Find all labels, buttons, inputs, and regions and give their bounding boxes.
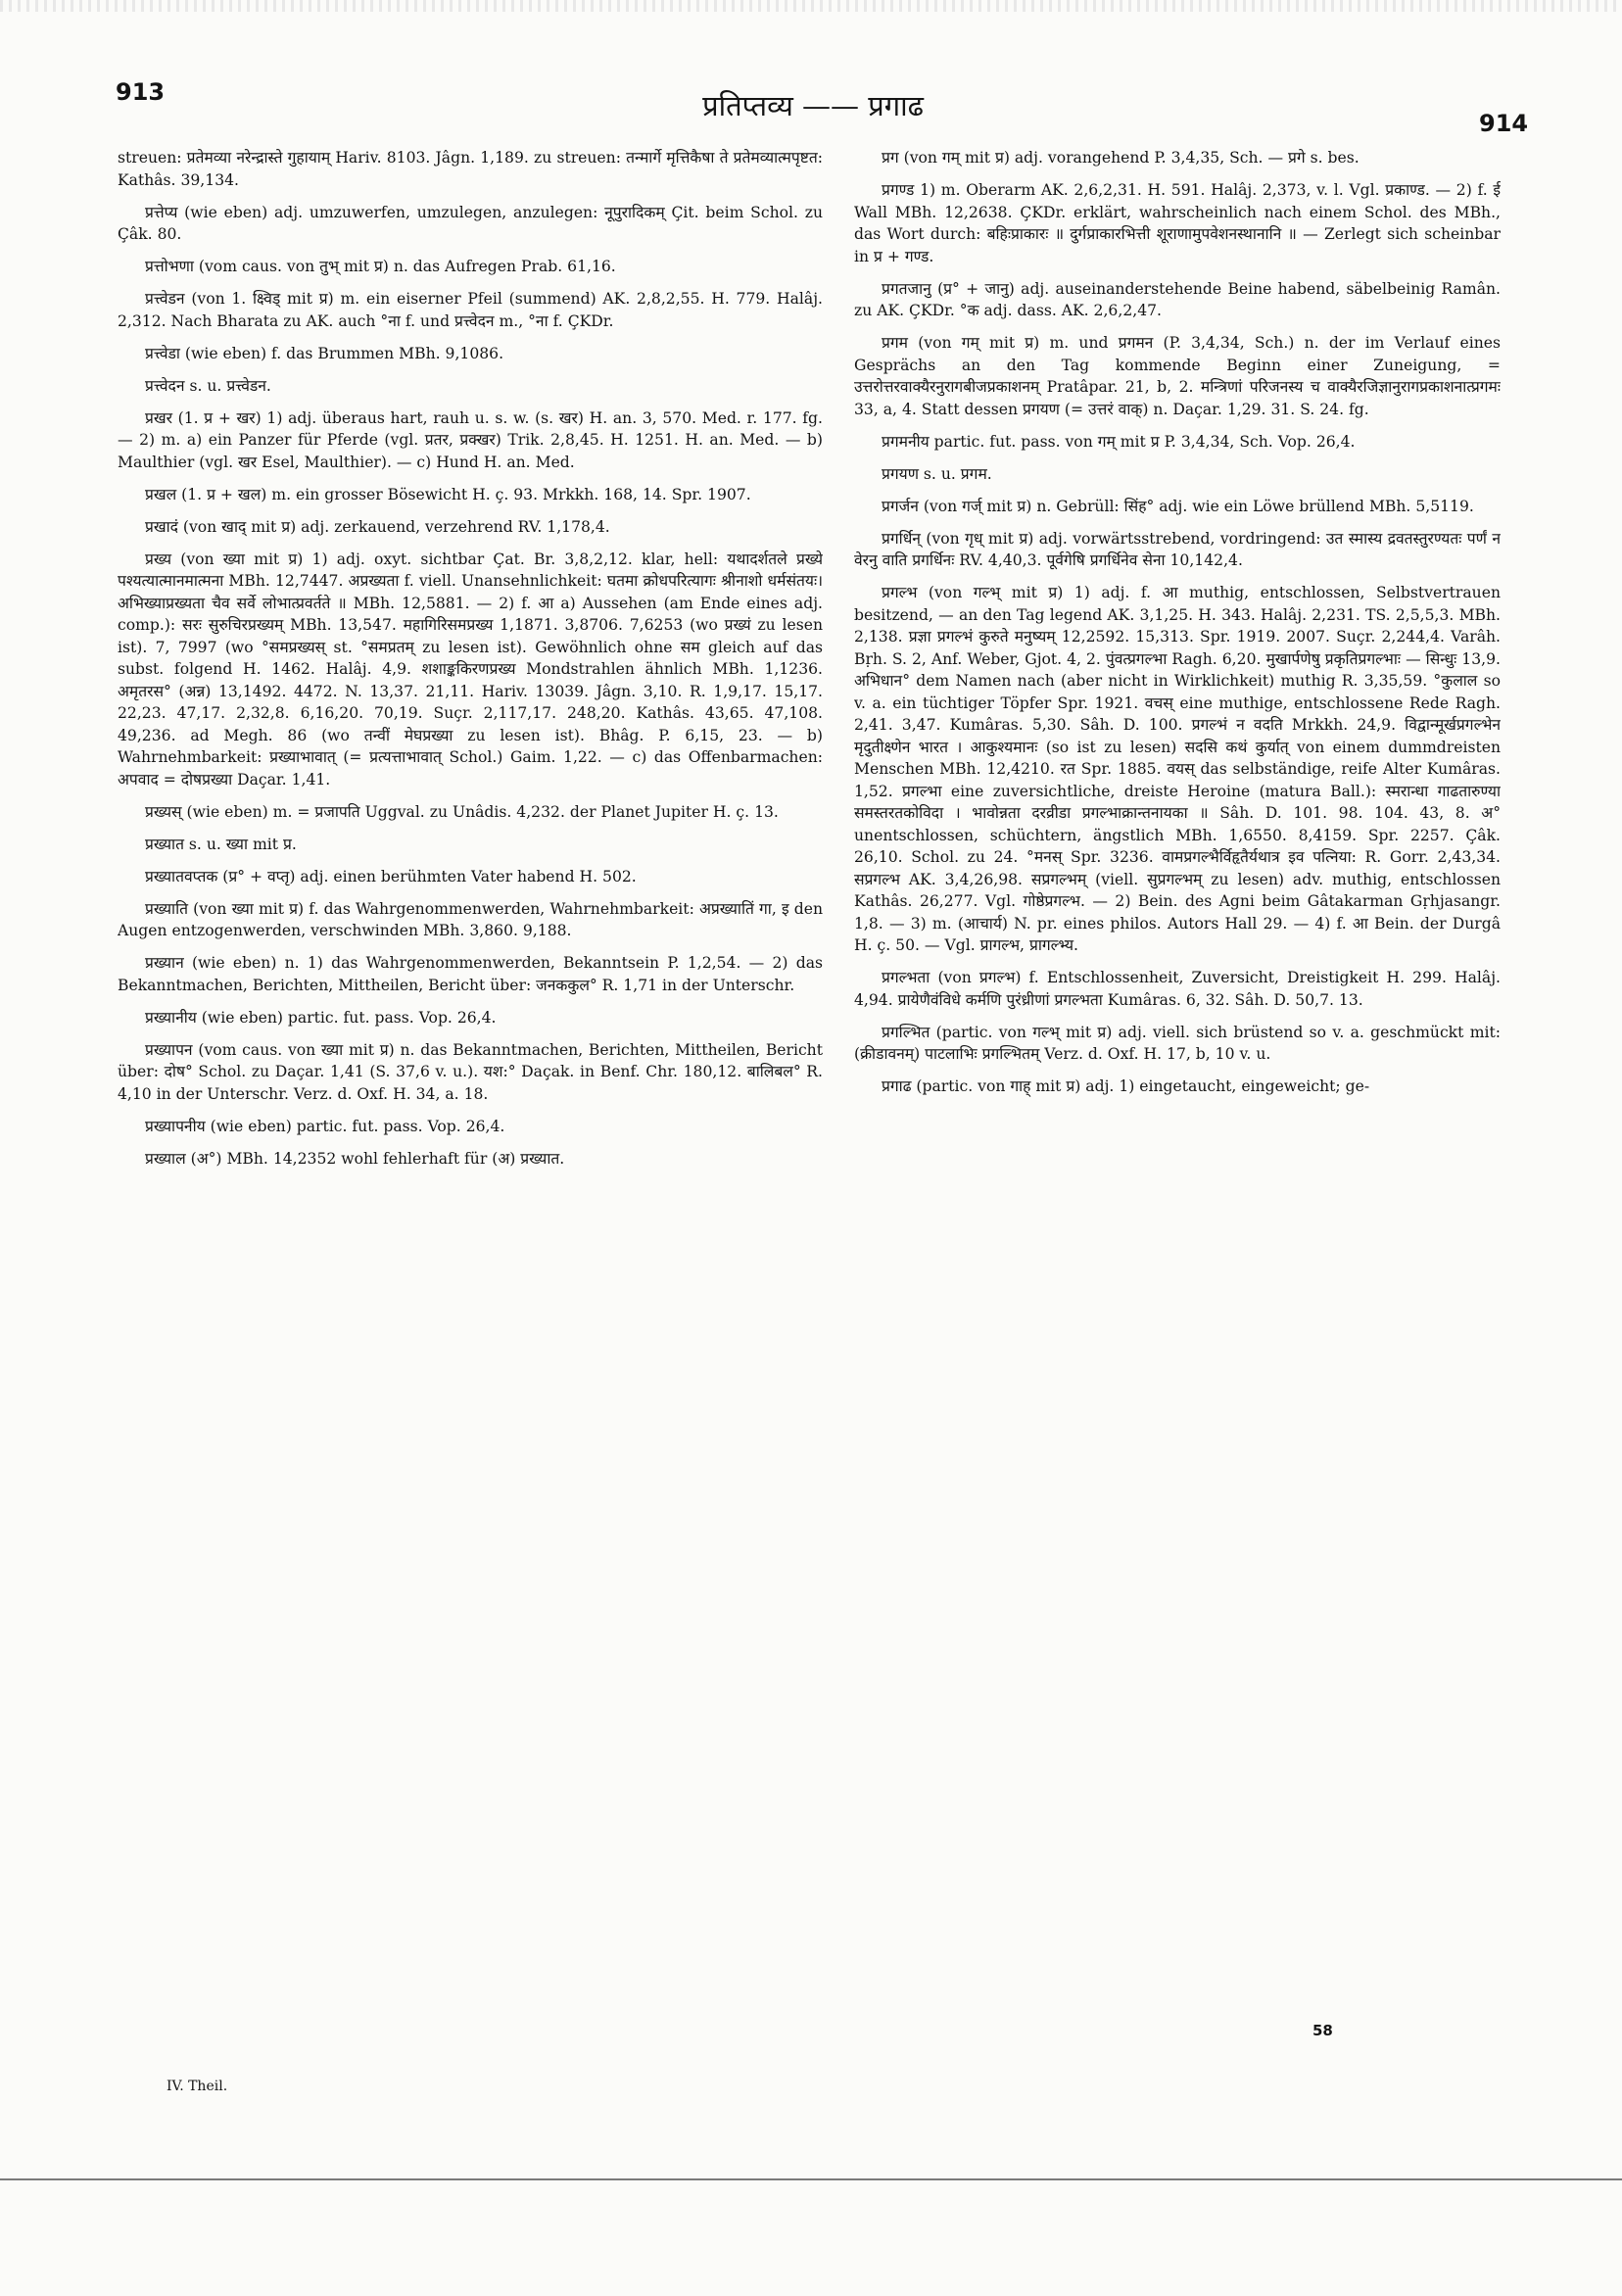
left-page-number: 913 bbox=[116, 78, 166, 106]
dictionary-entry: प्रगम (von गम् mit प्र) m. und प्रगमन (P. 3,4,34, Sch.) n. der im Verlauf eines Gesprächs an den Tag kommende Beginn einer Zuneigung, = उत्तरोत्तरवाक्यैरनुरागबीजप्रकाशनम् Pratâpar. 21, b, 2. मन्त्रिणां परिजनस्य च वाक्यैरजिज्ञानुरागप्रकाशनात्प्रगमः 33, a, 4. Statt dessen प्रगयण (= उत्तरं वाक्) n. Daçar. 1,29. 31. S. 24. fg. bbox=[854, 334, 1501, 418]
dictionary-entry: प्रत्तेप्य (wie eben) adj. umzuwerfen, umzulegen, anzulegen: नूपुरादिकम् Çit. beim Schol. zu Çâk. 80. bbox=[118, 203, 823, 243]
dictionary-entry: प्रख्यानीय (wie eben) partic. fut. pass. Vop. 26,4. bbox=[145, 1008, 497, 1027]
dictionary-entry: प्रखादं (von खाद् mit प्र) adj. zerkauend, verzehrend RV. 1,178,4. bbox=[145, 517, 610, 536]
dictionary-entry: प्रख्यापन (vom caus. von ख्या mit प्र) n. das Bekanntmachen, Berichten, Mittheilen, Bericht über: दोष° Schol. zu Daçar. 1,41 (S. 37,6 v. u.). यश:° Daçak. in Benf. Chr. 180,12. बालिबल° R. 4,10 in der Unterschr. Verz. d. Oxf. H. 34, a. 18. bbox=[118, 1040, 823, 1103]
dictionary-entry: प्रत्त्वेडा (wie eben) f. das Brummen MBh. 9,1086. bbox=[145, 344, 504, 362]
dictionary-entry: प्रगमनीय partic. fut. pass. von गम् mit प्र P. 3,4,34, Sch. Vop. 26,4. bbox=[882, 432, 1356, 451]
dictionary-entry: प्रगाढ (partic. von गाह् mit प्र) adj. 1) eingetaucht, eingeweicht; ge- bbox=[882, 1077, 1370, 1095]
dictionary-entry: प्रगल्भित (partic. von गल्भ् mit प्र) adj. viell. sich brüstend so v. a. geschmückt mit: (क्रीडावनम्) पाटलाभिः प्रगल्भितम् Verz. d. Oxf. H. 17, b, 10 v. u. bbox=[854, 1023, 1501, 1063]
dictionary-entry: प्रख्यात s. u. ख्या mit प्र. bbox=[145, 835, 297, 853]
dictionary-entry: प्रत्त्वेदन s. u. प्रत्त्वेडन. bbox=[145, 376, 271, 395]
sheet-number: 58 bbox=[1312, 2022, 1333, 2039]
left-column bbox=[118, 147, 823, 2057]
dictionary-entry: प्रखर (1. प्र + खर) 1) adj. überaus hart, rauh u. s. w. (s. खर) H. an. 3, 570. Med. r. 177. fg. — 2) m. a) ein Panzer für Pferde (vgl. प्रतर, प्रक्खर) Trik. 2,8,45. H. 1251. H. an. Med. — b) Maulthier (vgl. खर Esel, Maulthier). — c) Hund H. an. Med. bbox=[118, 408, 823, 471]
volume-signature: IV. Theil. bbox=[167, 2079, 228, 2094]
dictionary-entry: प्रगर्जन (von गर्ज् mit प्र) n. Gebrüll: सिंह° adj. wie ein Löwe brüllend MBh. 5,5119. bbox=[882, 497, 1474, 515]
dictionary-entry: प्रख्याति (von ख्या mit प्र) f. das Wahrgenommenwerden, Wahrnehmbarkeit: अप्रख्यातिं गा, इ den Augen entzogenwerden, verschwinden MBh. 3,860. 9,188. bbox=[118, 899, 823, 939]
dictionary-entry: प्रख्याल (अ°) MBh. 14,2352 wohl fehlerhaft für (अ) प्रख्यात. bbox=[145, 1149, 565, 1168]
dictionary-entry: प्रख्य (von ख्या mit प्र) 1) adj. oxyt. sichtbar Çat. Br. 3,8,2,12. klar, hell: यथादर्शतले प्रख्ये पश्यत्यात्मानमात्मना MBh. 12,7447. अप्रख्यता f. viell. Unansehnlichkeit: घतमा क्रोधपरित्यागः श्रीनाशो धर्मसंतयः। अभिख्याप्रख्यता चैव सर्वे लोभात्प्रवर्तते ॥ MBh. 12,5881. — 2) f. आ a) Aussehen (am Ende eines adj. comp.): सरः सुरुचिरप्रख्यम् MBh. 13,547. महागिरिसमप्रख्य 1,1871. 3,8706. 7,6253 (wo प्रख्यं zu lesen ist). 7, 7997 (wo °समप्रख्यस् st. °समप्रतम् zu lesen ist). Gewöhnlich ohne सम gleich auf das subst. folgend H. 1462. Halâj. 4,9. शशाङ्ककिरणप्रख्य Mondstrahlen ähnlich MBh. 1,1236. अमृतरस° (अन्न) 13,1492. 4472. N. 13,37. 21,11. Hariv. 13039. Jâgn. 3,10. R. 1,9,17. 15,17. 22,23. 47,17. 2,32,8. 6,16,20. 70,19. Suçr. 2,117,17. 248,20. Kathâs. 43,65. 47,108. 49,236. ad Megh. 86 (wo तन्वीं मेघप्रख्या zu lesen ist). Bhâg. P. 6,15, 23. — b) Wahrnehmbarkeit: प्रख्याभावात् (= प्रत्यत्ताभावात् Schol.) Gaim. 1,22. — c) das Offenbarmachen: अपवाद = दोषप्रख्या Daçar. 1,41. bbox=[118, 550, 823, 789]
dictionary-entry: प्रत्त्वेडन (von 1. क्ष्विड् mit प्र) m. ein eiserner Pfeil (summend) AK. 2,8,2,55. H. 779. Halâj. 2,312. Nach Bharata zu AK. auch °ना f. und प्रत्त्वेदन m., °ना f. ÇKDr. bbox=[118, 290, 823, 330]
dictionary-entry: प्रगण्ड 1) m. Oberarm AK. 2,6,2,31. H. 591. Halâj. 2,373, v. l. Vgl. प्रकाण्ड. — 2) f. ई Wall MBh. 12,2638. ÇKDr. erklärt, wahrscheinlich nach einem Schol. des MBh., das Wort durch: बहिःप्राकारः ॥ दुर्गप्राकारभित्ती शूराणामुपवेशनस्थानानि ॥ — Zerlegt sich scheinbar in प्र + गण्ड. bbox=[854, 181, 1501, 265]
dictionary-entry: प्रग (von गम् mit प्र) adj. vorangehend P. 3,4,35, Sch. — प्रगे s. bes. bbox=[882, 149, 1360, 167]
dictionary-entry: प्रत्तोभणा (vom caus. von तुभ् mit प्र) n. das Aufregen Prab. 61,16. bbox=[145, 258, 616, 275]
dictionary-entry: प्रगतजानु (प्र° + जानु) adj. auseinanderstehende Beine habend, säbelbeinig Ramân. zu AK. ÇKDr. °क adj. dass. AK. 2,6,2,47. bbox=[854, 279, 1501, 319]
dictionary-entry: प्रख्यातवप्तक (प्र° + वप्तृ) adj. einen berühmten Vater habend H. 502. bbox=[145, 867, 637, 885]
dictionary-entry: streuen: प्रतेमव्या नरेन्द्रास्ते गुहायाम् Hariv. 8103. Jâgn. 1,189. zu streuen: तन्मार्गे मृत्तिकैषा ते प्रतेमव्यात्मपृष्टत: Kathâs. 39,134. bbox=[118, 149, 823, 189]
dictionary-entry: प्रखल (1. प्र + खल) m. ein grosser Bösewicht H. ç. 93. Mrkkh. 168, 14. Spr. 1907. bbox=[145, 485, 751, 503]
dictionary-entry: प्रख्यस् (wie eben) m. = प्रजापति Uggval. zu Unâdis. 4,232. der Planet Jupiter H. ç. 13. bbox=[145, 802, 779, 821]
dictionary-entry: प्रख्यापनीय (wie eben) partic. fut. pass. Vop. 26,4. bbox=[145, 1117, 505, 1135]
right-column bbox=[854, 147, 1501, 2057]
scan-bottom-rule bbox=[0, 2178, 1622, 2180]
dictionary-entry: प्रगल्भ (von गल्भ् mit प्र) 1) adj. f. आ muthig, entschlossen, Selbstvertrauen besitzend, — an den Tag legend AK. 3,1,25. H. 343. Halâj. 2,231. TS. 2,5,5,3. MBh. 2,138. प्रज्ञा प्रगल्भं कुरुते मनुष्यम् 12,2592. 15,313. Spr. 1919. 2007. Suçr. 2,244,4. Varâh. Bṛh. S. 2, Anf. Weber, Gjot. 4, 2. पुंवत्प्रगल्भा Ragh. 6,20. मुखार्पणेषु प्रकृतिप्रगल्भाः — सिन्धुः 13,9. अभिधान° dem Namen nach (aber nicht in Wirklichkeit) muthig R. 3,35,59. °कुलाल so v. a. ein tüchtiger Töpfer Spr. 1921. वचस् eine muthige, entschlossene Rede Ragh. 2,41. 3,47. Kumâras. 5,30. Sâh. D. 100. प्रगल्भं न वदति Mrkkh. 24,9. विद्वान्मूर्खप्रगल्भेन मृदुतीक्ष्णेन भारत । आकुश्यमानः (so ist zu lesen) सदसि कथं कुर्यात् von einem dummdreisten Menschen MBh. 12,4210. रत Spr. 1885. वयस् das selbständige, reife Alter Kumâras. 1,52. प्रगल्भा eine zuversichtliche, dreiste Heroine (matura Ball.): स्मरान्धा गाढतारुण्या समस्तरतकोविदा । भावोन्नता दरव्रीडा प्रगल्भाक्रान्तनायका ॥ Sâh. D. 101. 98. 104. 43, 8. अ° unentschlossen, schüchtern, ängstlich MBh. 1,6550. 8,4159. Spr. 2257. Çâk. 26,10. Schol. zu 24. °मनस् Spr. 3236. वामप्रगल्भैर्विहृतैर्यथात्र इव पत्निया: R. Gorr. 2,43,34. सप्रगल्भ AK. 3,4,26,98. सप्रगल्भम् (viell. सुप्रगल्भम् zu lesen) adv. muthig, entschlossen Kathâs. 26,277. Vgl. गोष्ठेप्रगल्भ. — 2) Bein. des Agni beim Gâtakarman Gṛhjasangr. 1,8. — 3) m. (आचार्य) N. pr. eines philos. Autors Hall 29. — 4) f. आ Bein. der Durgâ H. ç. 50. — Vgl. प्रागल्भ, प्रागल्भ्य. bbox=[854, 584, 1501, 954]
right-page-number: 914 bbox=[1479, 110, 1529, 137]
page-header-title: प्रतिप्तव्य —— प्रगाढ bbox=[702, 89, 924, 122]
dictionary-entry: प्रगर्धिन् (von गृध् mit प्र) adj. vorwärtsstrebend, vordringend: उत स्मास्य द्रवतस्तुरण्यतः पर्णं न वेरनु वाति प्रगर्धिनः RV. 4,40,3. पूर्वगेषि प्रगर्धिनेव सेना 10,142,4. bbox=[854, 529, 1501, 569]
dictionary-entry: प्रख्यान (wie eben) n. 1) das Wahrgenommenwerden, Bekanntsein P. 1,2,54. — 2) das Bekanntmachen, Berichten, Mittheilen, Bericht über: जनककुल° R. 1,71 in der Unterschr. bbox=[118, 954, 823, 994]
dictionary-entry: प्रगल्भता (von प्रगल्भ) f. Entschlossenheit, Zuversicht, Dreistigkeit H. 299. Halâj. 4,94. प्रायेणैवंविधे कर्मणि पुरंध्रीणां प्रगल्भता Kumâras. 6, 32. Sâh. D. 50,7. 13. bbox=[854, 969, 1501, 1009]
dictionary-entry: प्रगयण s. u. प्रगम. bbox=[882, 464, 992, 483]
scan-edge-artifact bbox=[0, 0, 1622, 12]
